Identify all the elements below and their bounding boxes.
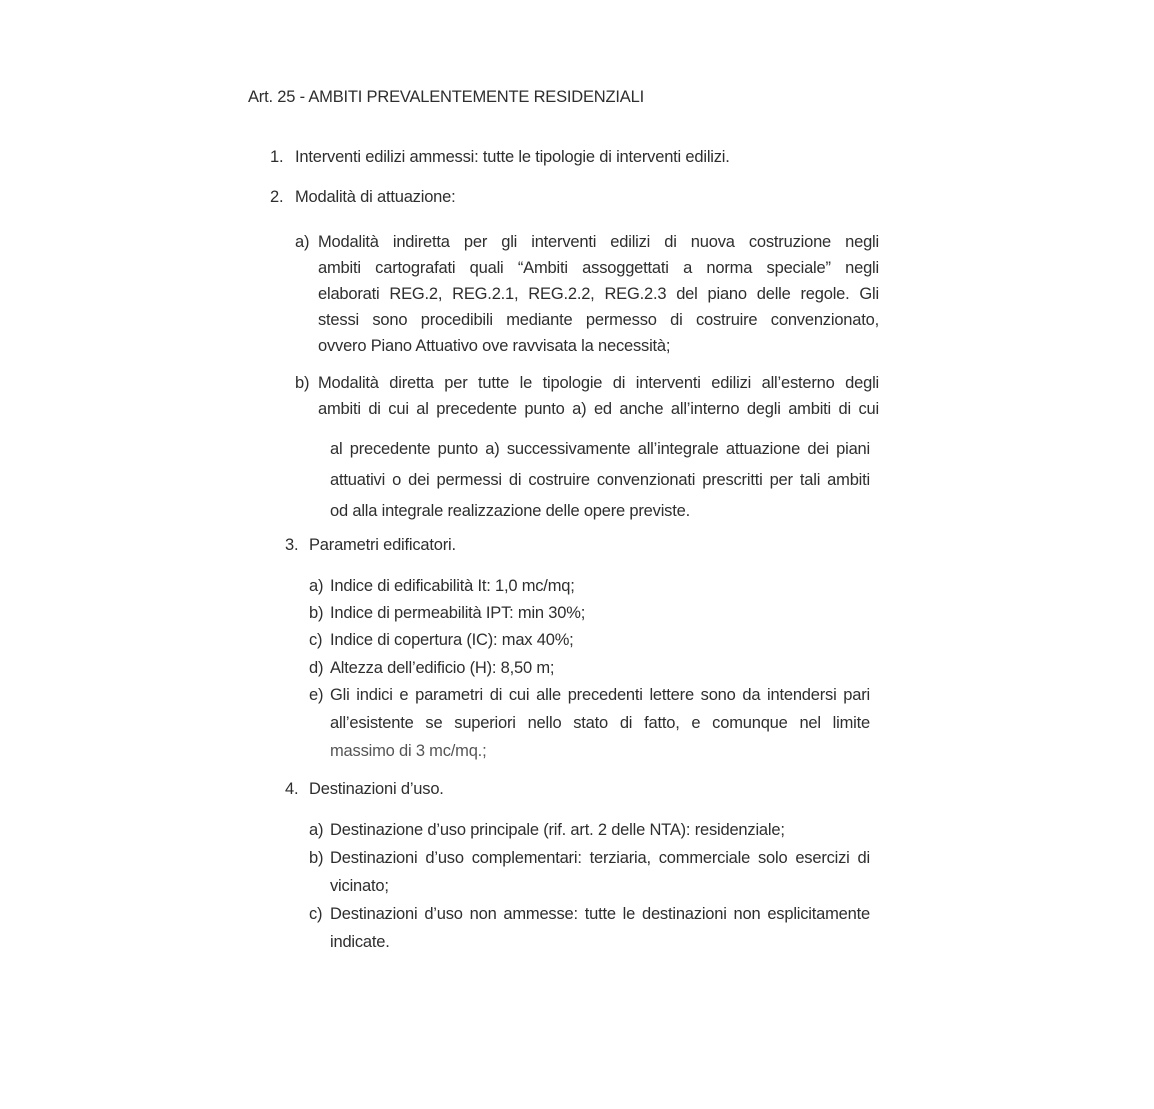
item-2b-marker: b) bbox=[295, 374, 310, 392]
item-1-text: Interventi edilizi ammessi: tutte le tipologie di interventi edilizi. bbox=[295, 148, 730, 166]
article-title: Art. 25 - AMBITI PREVALENTEMENTE RESIDENZIALI bbox=[248, 88, 644, 106]
item-3-text: Parametri edificatori. bbox=[309, 536, 456, 554]
text-line: elaborati REG.2, REG.2.1, REG.2.2, REG.2.3 del piano delle regole. Gli bbox=[318, 285, 879, 303]
text-line: ovvero Piano Attuativo ove ravvisata la necessità; bbox=[318, 337, 671, 355]
text-line: od alla integrale realizzazione delle opere previste. bbox=[330, 502, 690, 520]
item-4a-text: Destinazione d’uso principale (rif. art. 2 delle NTA): residenziale; bbox=[330, 821, 785, 839]
item-2-text: Modalità di attuazione: bbox=[295, 188, 456, 206]
text-line: Destinazioni d’uso non ammesse: tutte le destinazioni non esplicitamente bbox=[330, 905, 870, 923]
item-4c-paragraph bbox=[330, 901, 870, 955]
item-3a-marker: a) bbox=[309, 577, 324, 595]
text-line: Destinazioni d’uso complementari: terziaria, commerciale solo esercizi di bbox=[330, 849, 870, 867]
item-3d-marker: d) bbox=[309, 659, 324, 677]
text-line: al precedente punto a) successivamente all’integrale attuazione dei piani bbox=[330, 440, 870, 458]
item-2b-paragraph bbox=[318, 370, 879, 422]
text-line: Gli indici e parametri di cui alle precedenti lettere sono da intendersi pari bbox=[330, 686, 870, 704]
item-4c-marker: c) bbox=[309, 905, 323, 923]
text-line: indicate. bbox=[330, 933, 390, 951]
item-1-number: 1. bbox=[270, 148, 284, 166]
text-line: Modalità indiretta per gli interventi edilizi di nuova costruzione negli bbox=[318, 233, 879, 251]
text-line: attuativi o dei permessi di costruire convenzionati prescritti per tali ambiti bbox=[330, 471, 870, 489]
text-line: all’esistente se superiori nello stato di fatto, e comunque nel limite bbox=[330, 714, 870, 732]
item-3a-text: Indice di edificabilità It: 1,0 mc/mq; bbox=[330, 577, 575, 595]
item-3e-paragraph bbox=[330, 682, 870, 764]
item-3c-marker: c) bbox=[309, 631, 323, 649]
item-4a-marker: a) bbox=[309, 821, 324, 839]
text-line: ambiti cartografati quali “Ambiti assoggettati a norma speciale” negli bbox=[318, 259, 879, 277]
item-4-number: 4. bbox=[285, 780, 299, 798]
item-4b-paragraph bbox=[330, 845, 870, 899]
item-2-number: 2. bbox=[270, 188, 284, 206]
item-4b-marker: b) bbox=[309, 849, 324, 867]
text-line: stessi sono procedibili mediante permesso di costruire convenzionato, bbox=[318, 311, 879, 329]
text-line: Modalità diretta per tutte le tipologie di interventi edilizi all’esterno degli bbox=[318, 374, 879, 392]
item-4-text: Destinazioni d’uso. bbox=[309, 780, 444, 798]
item-2a-marker: a) bbox=[295, 233, 310, 251]
item-3e-marker: e) bbox=[309, 686, 324, 704]
text-line: massimo di 3 mc/mq.; bbox=[330, 742, 487, 760]
item-3b-text: Indice di permeabilità IPT: min 30%; bbox=[330, 604, 586, 622]
text-line: vicinato; bbox=[330, 877, 389, 895]
item-2a-paragraph bbox=[318, 229, 879, 359]
text-line: ambiti di cui al precedente punto a) ed anche all’interno degli ambiti di cui bbox=[318, 400, 879, 418]
item-3c-text: Indice di copertura (IC): max 40%; bbox=[330, 631, 574, 649]
item-3d-text: Altezza dell’edificio (H): 8,50 m; bbox=[330, 659, 555, 677]
item-3-number: 3. bbox=[285, 536, 299, 554]
item-2b-continuation bbox=[330, 436, 870, 524]
item-3b-marker: b) bbox=[309, 604, 324, 622]
